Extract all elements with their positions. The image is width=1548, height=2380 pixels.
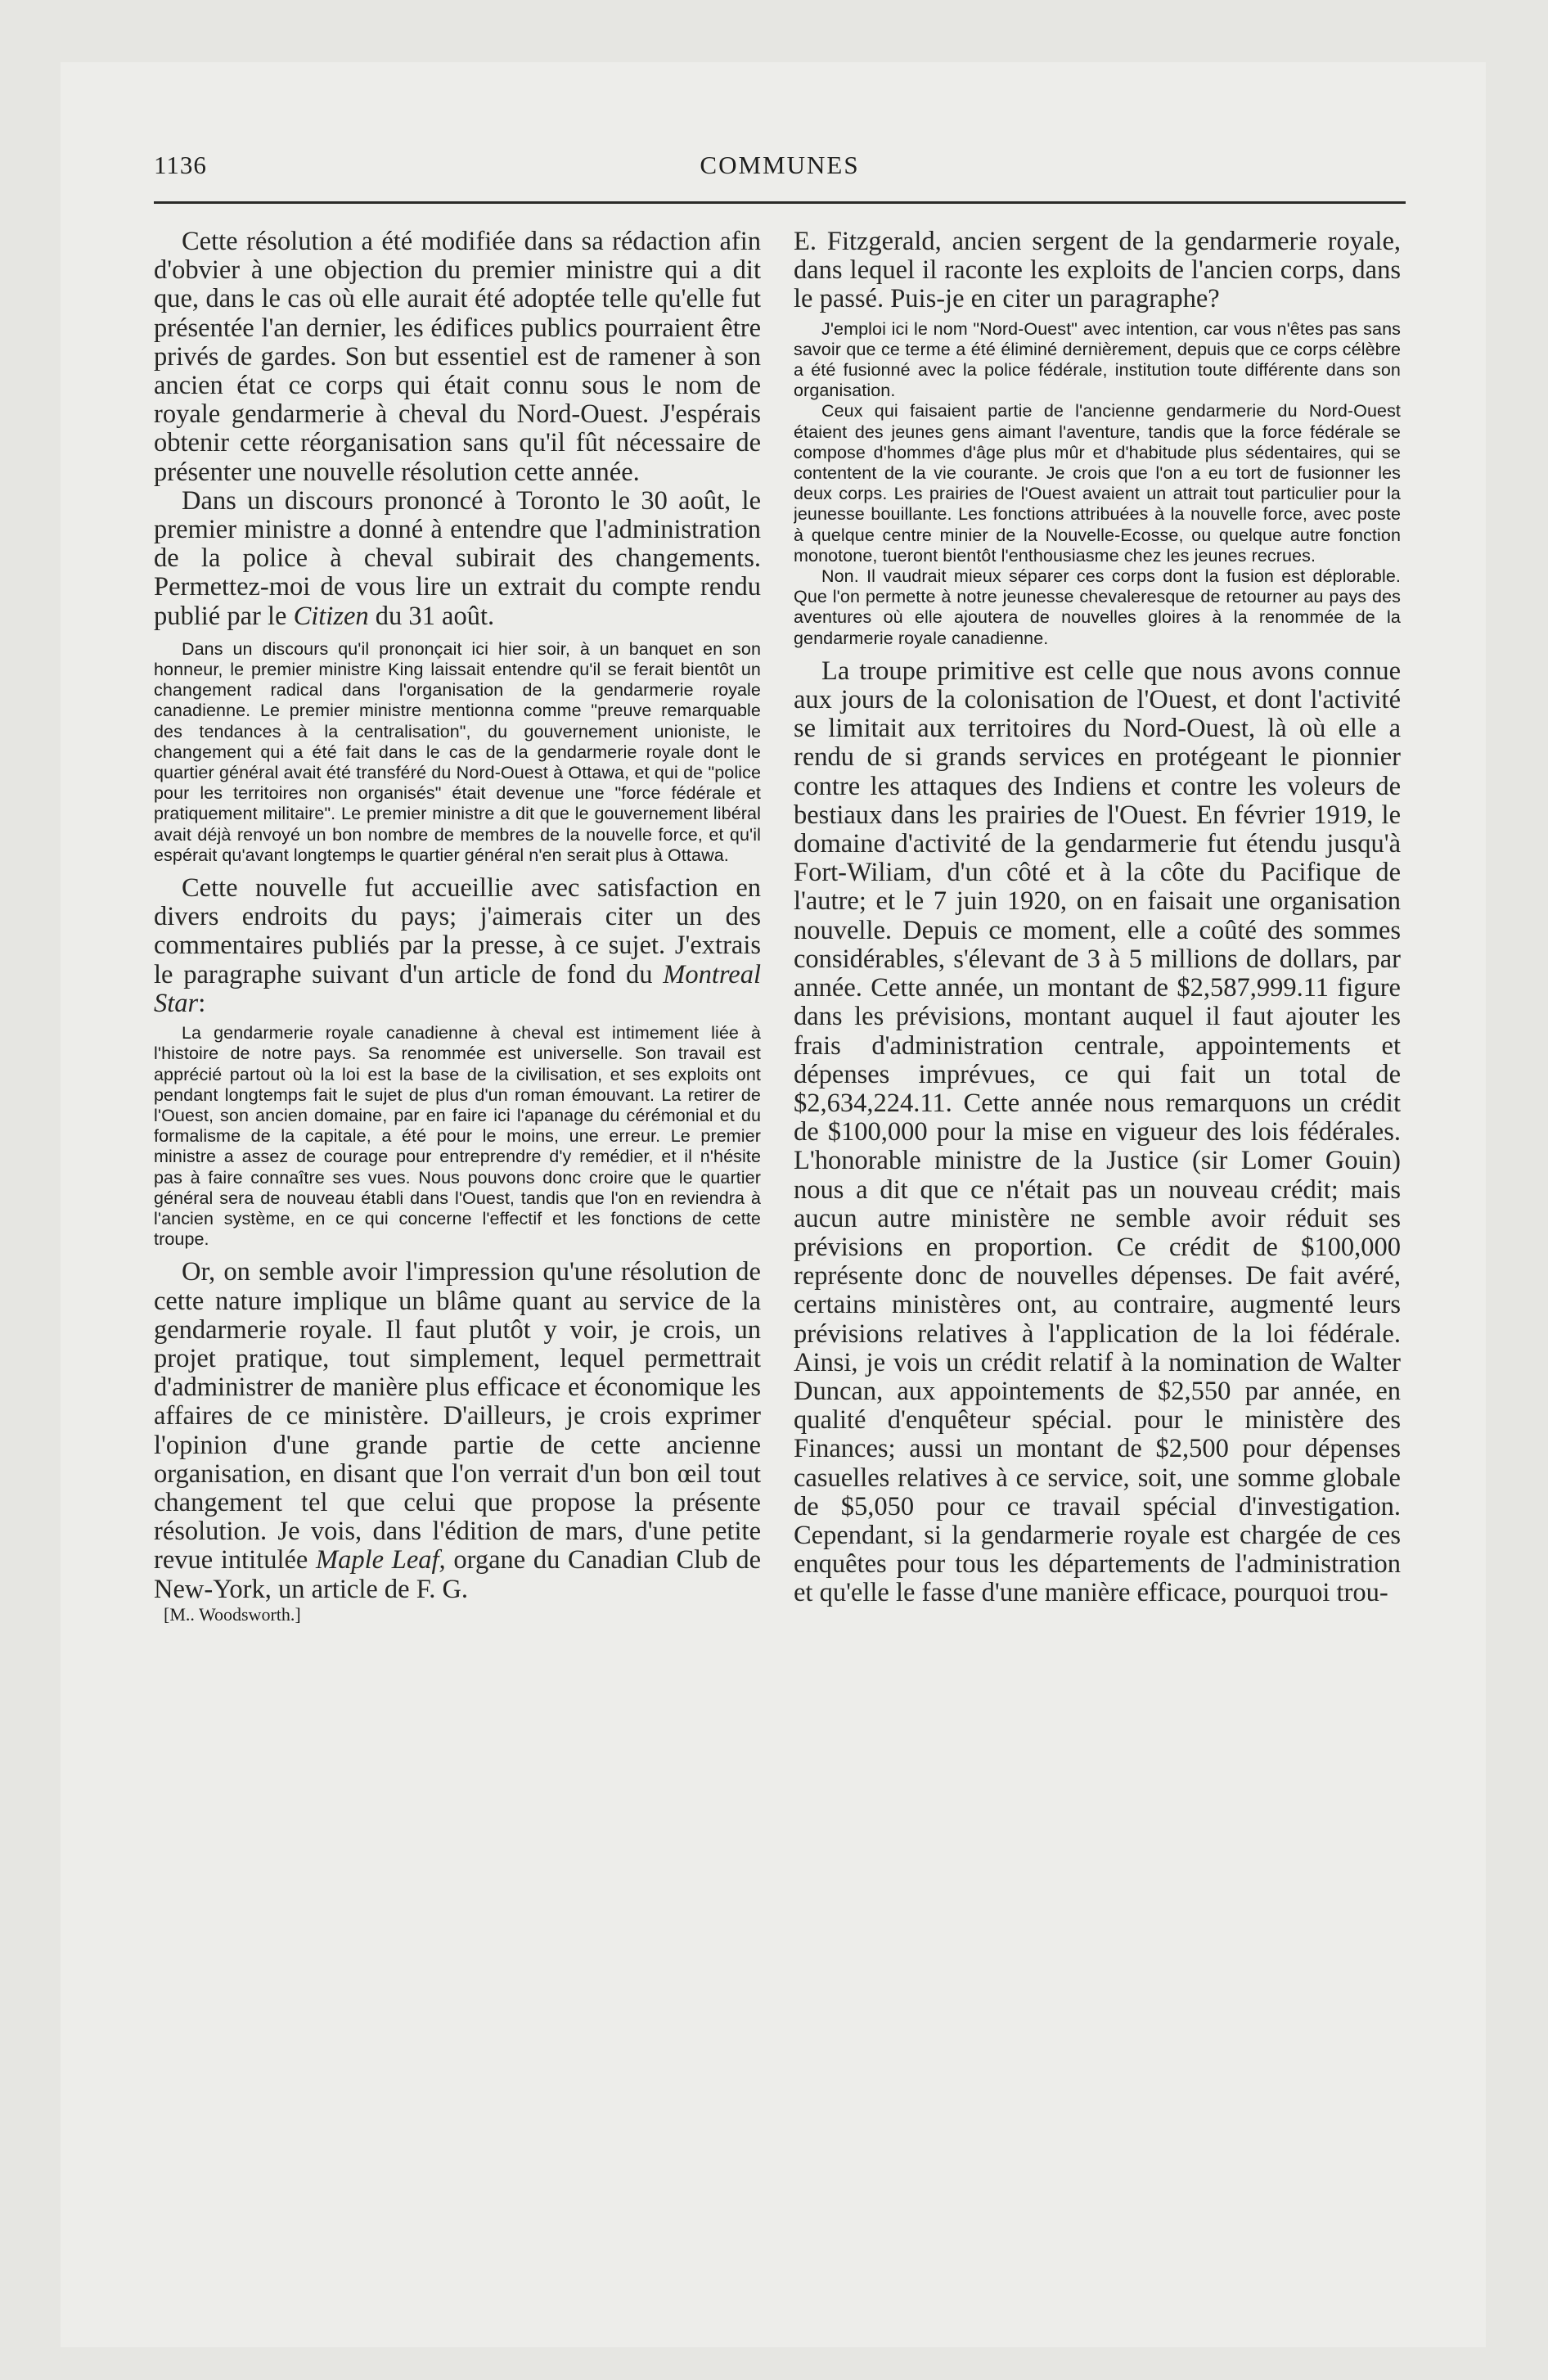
paragraph-fitzgerald: E. Fitzgerald, ancien sergent de la gendarmerie royale, dans lequel il raconte les exploits de l'ancien corps, dans le passé. Puis-je en citer un paragraphe? [794,228,1401,314]
quote-ancienne-gendarmerie: Ceux qui faisaient partie de l'ancienne gendarmerie du Nord-Ouest étaient des jeunes gens aimant l'aventure, tandis que la force fédérale se compose d'hommes d'âge plus mûr et d'habitude plus sédentaires, qui se contentent de la vie courante. Je crois que l'on a eu tort de fusionner les deux corps. Les prairies de l'Ouest avaient un attrait tout particulier pour la jeunesse bouillante. Les fonctions attribuées à la nouvelle force, avec poste à quelque centre minier de la Nouvelle-Ecosse, ou quelque autre fonction monotone, tueront bientôt l'enthousiasme chez les jeunes recrues. [794,401,1401,566]
left-column [154,228,761,2298]
paragraph-toronto-speech [154,487,761,631]
paragraph-impression-text: Or, on semble avoir l'impression qu'une résolution de cette nature implique un blâme quant au service de la gendarmerie royale. Il faut plutôt y voir, je crois, un projet pratique, tout simplement, lequel permettrait d'administrer de manière plus efficace et économique les affaires de ce ministère. D'ailleurs, je crois exprimer l'opinion d'une grande partie de cette ancienne organisation, en disant que l'on verrait d'un bon œil tout changement tel que celui que propose la présente résolution. Je vois, dans l'édition de mars, d'une petite revue intitulée [154,1257,761,1575]
maple-leaf-title: Maple Leaf, [316,1545,446,1575]
citizen-title: Citizen [293,601,369,631]
paragraph-resolution: Cette résolution a été modifiée dans sa rédaction afin d'obvier à une objection du premier ministre qui a dit que, dans le cas où elle aurait été adoptée telle qu'elle fut présentée l'an dernier, les édifices publics pourraient être privés de gardes. Son but essentiel est de ramener à son ancien état ce corps qui était connu sous le nom de royale gendarmerie à cheval du Nord-Ouest. J'espérais obtenir cette réorganisation sans qu'il fût nécessaire de présenter une nouvelle résolution cette année. [154,228,761,487]
paragraph-impression [154,1258,761,1603]
paragraph-satisfaction-text: Cette nouvelle fut accueillie avec satisfaction en divers endroits du pays; j'aimerais citer un des commentaires publiés par la presse, à ce sujet. J'extrais le paragraphe suivant d'un article de fond du [154,873,761,989]
page-header [154,146,1406,190]
right-column [794,228,1401,2298]
montreal-star-title: Montreal Star [154,959,761,1018]
header-rule [154,201,1406,204]
quote-montreal-star: La gendarmerie royale canadienne à cheval est intimement liée à l'histoire de notre pays. Sa renommée est universelle. Son travail est apprécié partout où la loi est la base de la civilisation, et ses exploits ont pendant longtemps fait le sujet de plus d'un roman émouvant. La retirer de l'Ouest, son ancien domaine, par en faire ici l'apanage du cérémonial et du formalisme de la capitale, a été pour le moins, une erreur. Le premier ministre a assez de courage pour entreprendre d'y remédier, et il n'hésite pas à faire connaître ses vues. Nous pouvons donc croire que le quartier général sera de nouveau établi dans l'Ouest, tandis que l'on en reviendra à l'ancien système, en ce qui concerne l'effectif et les fonctions de cette troupe. [154,1023,761,1250]
paragraph-toronto-text: Dans un discours prononcé à Toronto le 30 août, le premier ministre a donné à entendre que l'administration de la police à cheval subirait des changements. Permettez-moi de vous lire un extrait du compte rendu publié par le [154,485,761,631]
page-title: COMMUNES [700,151,860,179]
paragraph-satisfaction-end: : [198,988,206,1018]
paragraph-toronto-end: du 31 août. [375,601,495,631]
quote-separer: Non. Il vaudrait mieux séparer ces corps dont la fusion est déplorable. Que l'on permette à notre jeunesse chevaleresque de retourner au pays des aventures où elle ajoutera de nouvelles gloires à la renommée de la gendarmerie royale canadienne. [794,566,1401,648]
paragraph-troupe-primitive: La troupe primitive est celle que nous avons connue aux jours de la colonisation de l'Ouest, et dont l'activité se limitait aux territoires du Nord-Ouest, là où elle a rendu de si grands services en protégeant le pionnier contre les attaques des Indiens et contre les voleurs de bestiaux dans les prairies de l'Ouest. En février 1919, le domaine d'activité de la gendarmerie fut étendu jusqu'à Fort-Wiliam, d'un côté et à la côte du Pacifique de l'autre; et le 7 juin 1920, on en faisait une organisation nouvelle. Depuis ce moment, elle a coûté des sommes considérables, s'élevant de 3 à 5 millions de dollars, par année. Cette année, un montant de $2,587,999.11 figure dans les prévisions, montant auquel il faut ajouter les frais d'administration centrale, appointements et dépenses imprévues, ce qui fait un total de $2,634,224.11. Cette année nous remarquons un crédit de $100,000 pour la mise en vigueur des lois fédérales. L'honorable ministre de la Justice (sir Lomer Gouin) nous a dit que ce n'était pas un nouveau crédit; mais aucun autre ministère ne semble avoir réduit ses prévisions en proportion. Ce crédit de $100,000 représente donc de nouvelles dépenses. De fait avéré, certains ministères ont, au contraire, augmenté leurs prévisions relatives à l'application de la loi fédérale. Ainsi, je vois un crédit relatif à la nomination de Walter Duncan, aux appointements de $2,550 par année, en qualité d'enquêteur spécial. pour le ministère des Finances; aussi un montant de $2,500 pour dépenses casuelles relatives à ce service, soit, une somme globale de $5,050 pour ce travail spécial d'investigation. Cependant, si la gendarmerie royale est chargée de ces enquêtes pour tous les départements de l'administration et qu'elle le fasse d'une manière efficace, pourquoi trou- [794,656,1401,1608]
paragraph-impression-end: organe du Canadian Club de New-York, un article de F. G. [154,1545,761,1604]
paragraph-satisfaction [154,874,761,1018]
page-number: 1136 [154,151,207,179]
speaker-attribution: [M.. Woodsworth.] [164,1603,301,1625]
quote-citizen: Dans un discours qu'il prononçait ici hier soir, à un banquet en son honneur, le premier ministre King laissait entendre qu'il se ferait bientôt un changement radical dans l'organisation de la gendarmerie royale canadienne. Le premier ministre mentionna comme "preuve remarquable des tendances à la centralisation", du gouvernement unioniste, le changement qui a été fait dans le cas de la gendarmerie royale dont le quartier général avait été transféré du Nord-Ouest à Ottawa, et qui de "police pour les territoires non organisés" était devenue une "force fédérale et pratiquement militaire". Le premier ministre a dit que le gouvernement libéral avait déjà renvoyé un bon nombre de membres de la nouvelle force, et qu'il espérait qu'avant longtemps le quartier général n'en serait plus à Ottawa. [154,638,761,865]
quote-nord-ouest: J'emploi ici le nom "Nord-Ouest" avec intention, car vous n'êtes pas sans savoir que ce terme a été éliminé dernièrement, depuis que ce corps célèbre a été fusionné avec la police fédérale, institution toute différente dans son organisation. [794,318,1401,401]
